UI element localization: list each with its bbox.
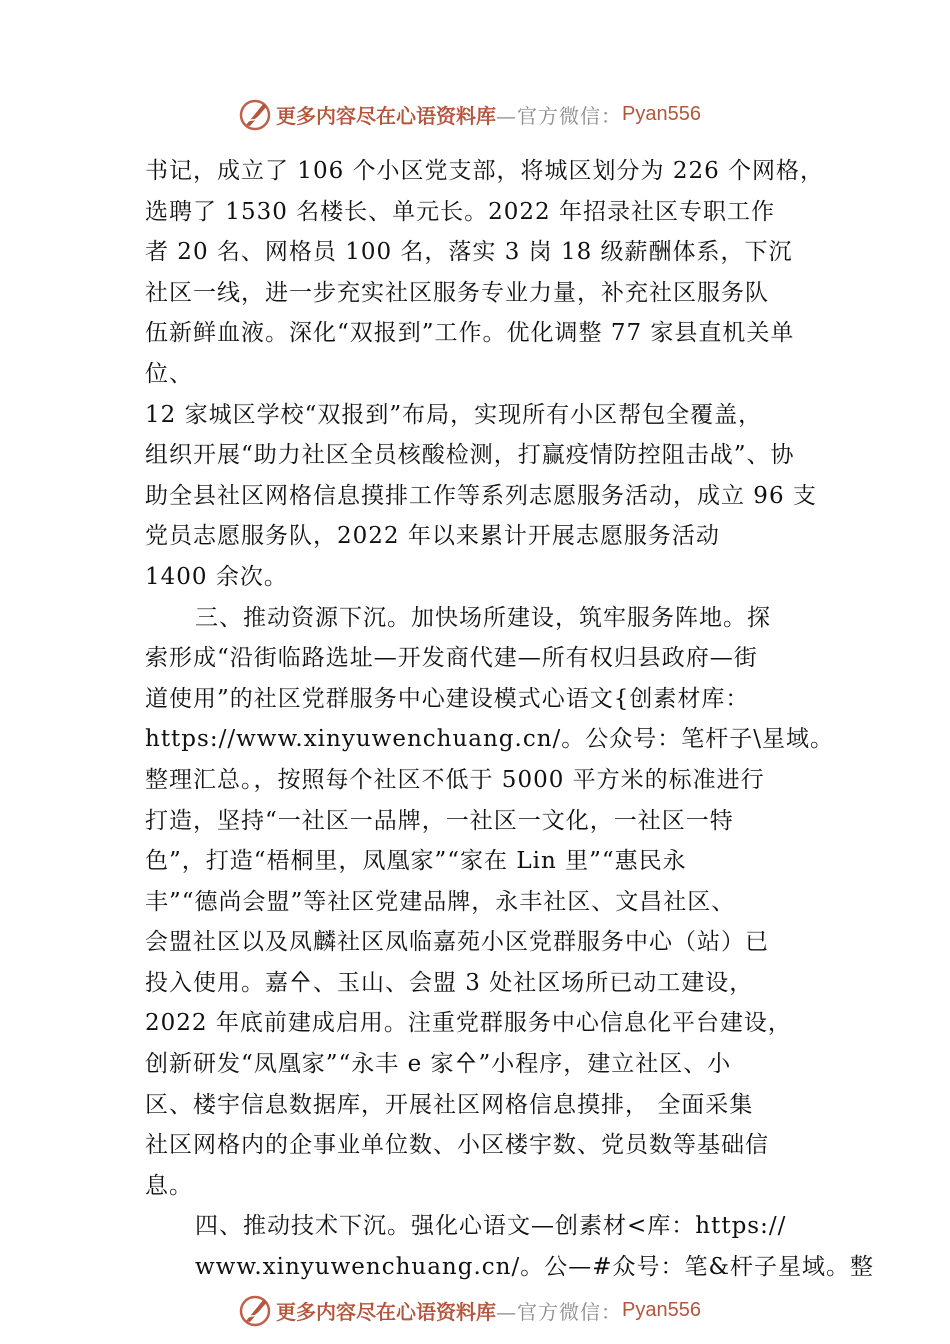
text-line: 党员志愿服务队，2022 年以来累计开展志愿服务活动 [145, 523, 720, 550]
text-line: 打造，坚持“一社区一品牌，一社区一文化，一社区一特 [145, 807, 734, 834]
text-line: 索形成“沿街临路选址—开发商代建—所有权归县政府—街 [145, 645, 758, 672]
text-line: 组织开展“助力社区全员核酸检测，打赢疫情防控阻击战”、协 [145, 442, 795, 469]
text-line: 2022 年底前建成启用。注重党群服务中心信息化平台建设， [145, 1010, 792, 1037]
text-line: 会盟社区以及凤麟社区凤临嘉苑小区党群服务中心（站）已 [145, 929, 769, 956]
text-line: 道使用”的社区党群服务中心建设模式心语文{创素材库： [145, 685, 750, 712]
text-line: 社区网格内的企事业单位数、小区楼宇数、党员数等基础信 [145, 1132, 769, 1159]
text-line: 整理汇总。，按照每个社区不低于 5000 平方米的标准进行 [145, 766, 765, 793]
text-line: 区、楼宇信息数据库，开展社区网格信息摸排， 全面采集 [145, 1091, 754, 1118]
document-body [145, 151, 874, 1288]
text-line: 12 家城区学校“双报到”布局，实现所有小区帮包全覆盖， [145, 401, 763, 428]
banner-text-secondary: —官方微信： [496, 103, 622, 128]
text-line: 创新研发“凤凰家”“永丰 e 家㐃”小程序，建立社区、小 [145, 1051, 732, 1078]
text-line: 书记，成立了 106 个小区党支部，将城区划分为 226 个网格， [145, 158, 825, 184]
section-heading-line: 四、推动技术下沉。强化心语文—创素材<库：https:// [195, 1213, 787, 1240]
banner-wechat-id: Pyan556 [622, 1298, 701, 1321]
text-line: 社区一线，进一步充实社区服务专业力量，补充社区服务队 [145, 279, 769, 306]
text-line: 息。 [145, 1172, 193, 1199]
text-line: 投入使用。嘉㐃、玉山、会盟 3 处社区场所已动工建设， [145, 969, 754, 996]
banner-text-secondary: —官方微信： [496, 1299, 622, 1324]
text-line: 位、 [145, 360, 193, 387]
text-line: 助全县社区网格信息摸排工作等系列志愿服务活动，成立 96 支 [145, 482, 817, 509]
text-line: 丰”“德尚会盟”等社区党建品牌，永丰社区、文昌社区、 [145, 888, 736, 915]
banner-text-primary: 更多内容尽在心语资料库 [276, 103, 496, 128]
quill-pen-logo-icon [238, 1293, 272, 1327]
banner-wechat-id: Pyan556 [622, 102, 701, 125]
banner-text-primary: 更多内容尽在心语资料库 [276, 1299, 496, 1324]
text-line: www.xinyuwenchuang.cn/。公—#众号：笔&杆子星域。整 [195, 1254, 874, 1281]
section-heading-line: 三、推动资源下沉。加快场所建设，筑牢服务阵地。探 [195, 604, 771, 631]
text-line: https://www.xinyuwenchuang.cn/。公众号：笔杆子\星域。 [145, 726, 835, 753]
quill-pen-logo-icon [238, 97, 272, 131]
text-line: 者 20 名、网格员 100 名，落实 3 岗 18 级薪酬体系，下沉 [145, 239, 793, 266]
text-line: 选聘了 1530 名楼长、单元长。2022 年招录社区专职工作 [145, 198, 775, 225]
text-line: 色”，打造“梧桐里，凤凰家”“家在 Lin 里”“惠民永 [145, 848, 687, 875]
text-line: 1400 余次。 [145, 563, 288, 590]
text-line: 伍新鲜血液。深化“双报到”工作。优化调整 77 家县直机关单 [145, 320, 795, 347]
header-watermark-banner [238, 97, 701, 131]
footer-watermark-banner [238, 1293, 701, 1327]
